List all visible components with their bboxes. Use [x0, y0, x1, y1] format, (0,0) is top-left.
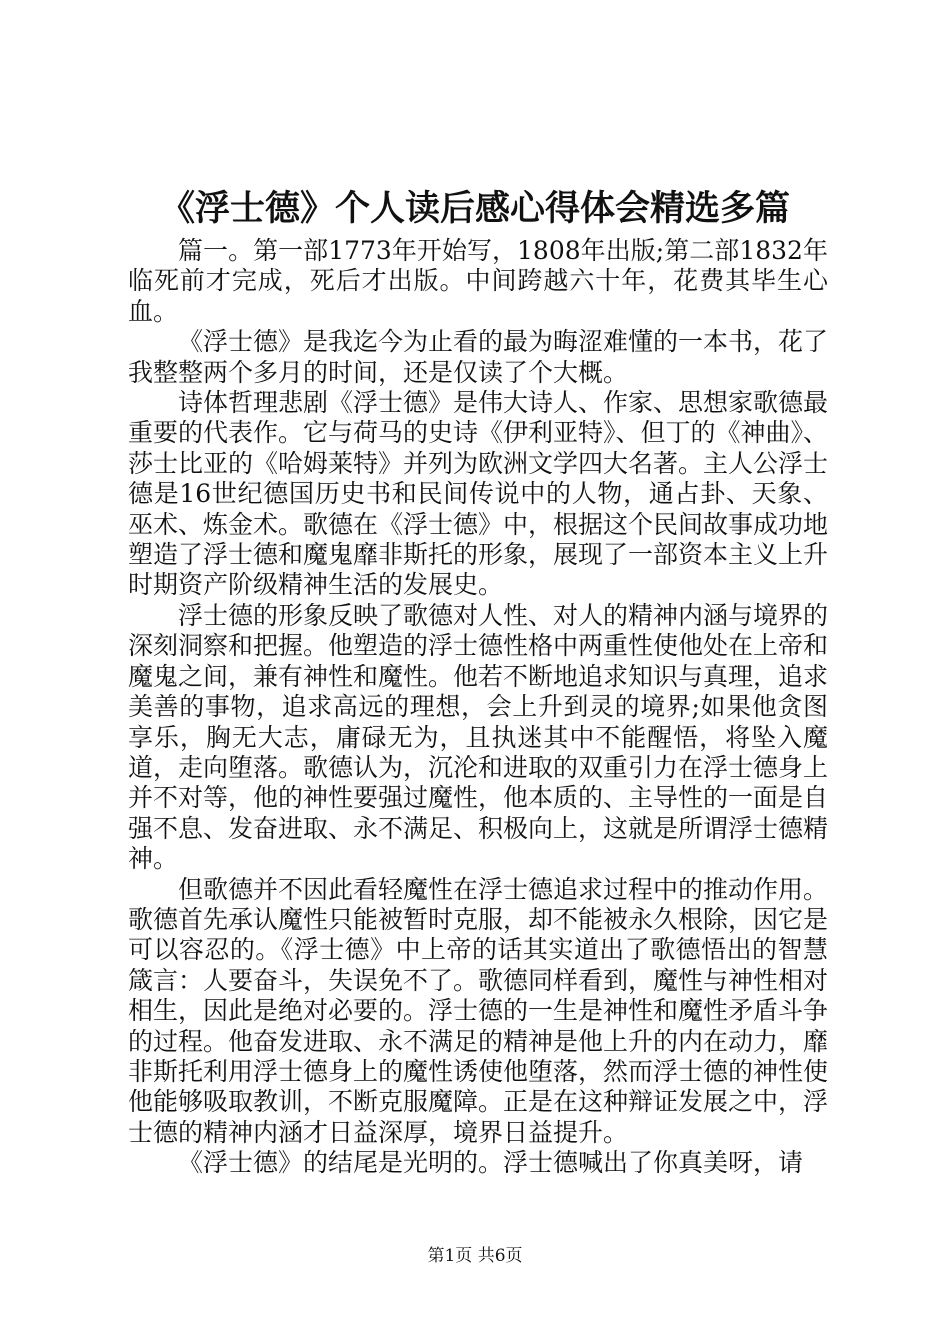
paragraph-3: 诗体哲理悲剧《浮士德》是伟大诗人、作家、思想家歌德最重要的代表作。它与荷马的史诗《伊利亚特》、但丁的《神曲》、莎士比亚的《哈姆莱特》并列为欧洲文学四大名著。主人公浮士德是16世纪德国历史书和民间传说中的人物，通占卦、天象、巫术、炼金术。歌德在《浮士德》中，根据这个民间故事成功地塑造了浮士德和魔鬼靡非斯托的形象，展现了一部资本主义上升时期资产阶级精神生活的发展史。: [128, 388, 829, 600]
paragraph-5: 但歌德并不因此看轻魔性在浮士德追求过程中的推动作用。歌德首先承认魔性只能被暂时克服，却不能被永久根除，因它是可以容忍的。《浮士德》中上帝的话其实道出了歌德悟出的智慧箴言：人要奋斗，失误免不了。歌德同样看到，魔性与神性相对相生，因此是绝对必要的。浮士德的一生是神性和魔性矛盾斗争的过程。他奋发进取、永不满足的精神是他上升的内在动力，靡非斯托利用浮士德身上的魔性诱使他堕落，然而浮士德的神性使他能够吸取教训，不断克服魔障。正是在这种辩证发展之中，浮士德的精神内涵才日益深厚，境界日益提升。: [128, 874, 829, 1147]
paragraph-4: 浮士德的形象反映了歌德对人性、对人的精神内涵与境界的深刻洞察和把握。他塑造的浮士德性格中两重性使他处在上帝和魔鬼之间，兼有神性和魔性。他若不断地追求知识与真理，追求美善的事物，追求高远的理想，会上升到灵的境界;如果他贪图享乐，胸无大志，庸碌无为，且执迷其中不能醒悟，将坠入魔道，走向堕落。歌德认为，沉沦和进取的双重引力在浮士德身上并不对等，他的神性要强过魔性，他本质的、主导性的一面是自强不息、发奋进取、永不满足、积极向上，这就是所谓浮士德精神。: [128, 600, 829, 874]
document-body: [128, 236, 828, 1179]
page-number-footer: 第1页 共6页: [427, 1246, 523, 1266]
document-title: 《浮士德》个人读后感心得体会精选多篇: [159, 188, 790, 229]
paragraph-6: 《浮士德》的结尾是光明的。浮士德喊出了你真美呀，请: [178, 1148, 804, 1178]
paragraph-2: 《浮士德》是我迄今为止看的最为晦涩难懂的一本书，花了我整整两个多月的时间，还是仅读了个大概。: [128, 327, 829, 387]
paragraph-1: 篇一。第一部1773年开始写，1808年出版;第二部1832年临死前才完成，死后才出版。中间跨越六十年，花费其毕生心血。: [128, 236, 828, 326]
